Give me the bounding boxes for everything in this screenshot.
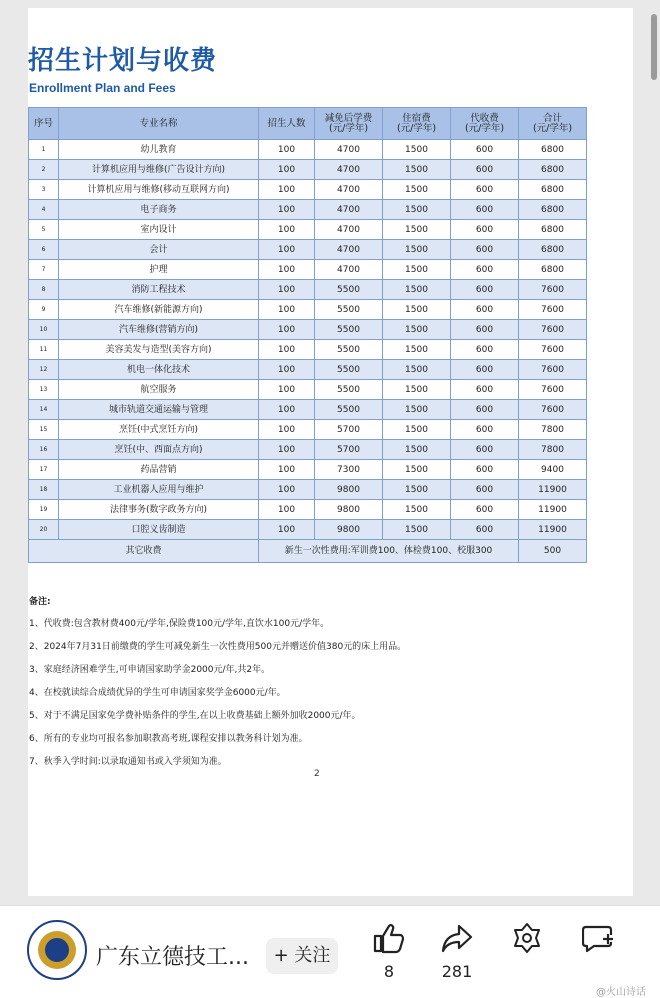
table-cell: 5500: [315, 300, 383, 320]
other-fees-description: 新生一次性费用:军训费100、体检费100、校服300: [259, 540, 519, 563]
table-cell: 电子商务: [59, 200, 259, 220]
table-cell: 4700: [315, 240, 383, 260]
table-cell: 600: [451, 480, 519, 500]
table-cell: 1500: [383, 300, 451, 320]
table-row: [29, 400, 587, 420]
table-cell: 100: [259, 400, 315, 420]
table-cell: 14: [29, 400, 59, 420]
table-cell: 4700: [315, 140, 383, 160]
table-cell: 9800: [315, 500, 383, 520]
table-cell: 1500: [383, 380, 451, 400]
table-cell: 17: [29, 460, 59, 480]
table-cell: 600: [451, 280, 519, 300]
table-cell: 7600: [519, 360, 587, 380]
table-cell: 机电一体化技术: [59, 360, 259, 380]
table-cell: 1500: [383, 420, 451, 440]
table-cell: 5500: [315, 380, 383, 400]
fee-table: [28, 107, 587, 563]
table-cell: 100: [259, 220, 315, 240]
table-cell: 计算机应用与维修(移动互联网方向): [59, 180, 259, 200]
note-item: 2、2024年7月31日前缴费的学生可减免新生一次性费用500元并赠送价值380元的床上用品。: [29, 642, 407, 652]
table-cell: 4700: [315, 180, 383, 200]
note-item: 3、家庭经济困难学生,可申请国家助学金2000元/年,共2年。: [29, 665, 271, 675]
table-cell: 1500: [383, 400, 451, 420]
table-cell: 5500: [315, 280, 383, 300]
table-cell: 4700: [315, 160, 383, 180]
table-cell: 5700: [315, 420, 383, 440]
table-cell: 11900: [519, 500, 587, 520]
table-cell: 7600: [519, 400, 587, 420]
table-cell: 100: [259, 500, 315, 520]
note-item: 7、秋季入学时间:以录取通知书或入学须知为准。: [29, 757, 227, 767]
table-cell: 9800: [315, 520, 383, 540]
table-cell: 7800: [519, 420, 587, 440]
table-cell: 600: [451, 240, 519, 260]
table-cell: 6: [29, 240, 59, 260]
notes-title: 备注:: [29, 597, 51, 607]
table-cell: 600: [451, 440, 519, 460]
table-cell: 600: [451, 320, 519, 340]
table-cell: 100: [259, 440, 315, 460]
table-cell: 烹饪(中、西面点方向): [59, 440, 259, 460]
table-row: [29, 380, 587, 400]
table-cell: 9: [29, 300, 59, 320]
table-cell: 100: [259, 280, 315, 300]
table-cell: 7600: [519, 340, 587, 360]
page-subtitle: Enrollment Plan and Fees: [29, 81, 176, 95]
table-cell: 6800: [519, 240, 587, 260]
table-row: [29, 320, 587, 340]
table-cell: 600: [451, 420, 519, 440]
comment-button[interactable]: [582, 922, 616, 954]
table-cell: 7600: [519, 300, 587, 320]
table-cell: 600: [451, 160, 519, 180]
table-cell: 幼儿教育: [59, 140, 259, 160]
table-cell: 600: [451, 380, 519, 400]
table-cell: 5700: [315, 440, 383, 460]
table-cell: 6800: [519, 160, 587, 180]
table-cell: 16: [29, 440, 59, 460]
table-cell: 11900: [519, 520, 587, 540]
table-cell: 9800: [315, 480, 383, 500]
table-row: [29, 200, 587, 220]
other-fees-row: [29, 540, 587, 563]
table-cell: 1500: [383, 360, 451, 380]
table-cell: 600: [451, 360, 519, 380]
table-cell: 口腔义齿制造: [59, 520, 259, 540]
table-cell: 15: [29, 420, 59, 440]
table-cell: 10: [29, 320, 59, 340]
table-row: [29, 280, 587, 300]
table-cell: 6800: [519, 140, 587, 160]
table-cell: 美容美发与造型(美容方向): [59, 340, 259, 360]
table-cell: 100: [259, 240, 315, 260]
table-cell: 100: [259, 320, 315, 340]
like-button[interactable]: [372, 922, 406, 981]
table-cell: 600: [451, 500, 519, 520]
table-row: [29, 180, 587, 200]
table-cell: 航空服务: [59, 380, 259, 400]
scrollbar[interactable]: [651, 14, 657, 80]
table-cell: 1500: [383, 480, 451, 500]
account-name[interactable]: 广东立德技工...: [96, 945, 249, 970]
table-cell: 1500: [383, 220, 451, 240]
table-cell: 600: [451, 200, 519, 220]
table-cell: 6800: [519, 180, 587, 200]
table-cell: 100: [259, 300, 315, 320]
table-row: [29, 480, 587, 500]
table-header-row: [29, 108, 587, 140]
table-cell: 5500: [315, 360, 383, 380]
page-number: 2: [314, 769, 320, 779]
table-cell: 7300: [315, 460, 383, 480]
table-cell: 600: [451, 460, 519, 480]
table-cell: 4700: [315, 260, 383, 280]
share-count: 281: [441, 962, 473, 981]
table-cell: 12: [29, 360, 59, 380]
table-body: [29, 140, 587, 540]
table-row: [29, 360, 587, 380]
table-cell: 6800: [519, 260, 587, 280]
table-cell: 100: [259, 480, 315, 500]
table-cell: 11900: [519, 480, 587, 500]
table-cell: 法律事务(数字政务方向): [59, 500, 259, 520]
table-cell: 600: [451, 220, 519, 240]
table-cell: 5500: [315, 340, 383, 360]
table-cell: 工业机器人应用与维护: [59, 480, 259, 500]
table-cell: 600: [451, 260, 519, 280]
table-cell: 600: [451, 340, 519, 360]
table-cell: 100: [259, 380, 315, 400]
table-row: [29, 240, 587, 260]
table-cell: 7600: [519, 380, 587, 400]
thumbs-up-icon: [372, 922, 406, 954]
table-cell: 100: [259, 260, 315, 280]
table-cell: 7: [29, 260, 59, 280]
note-item: 5、对于不满足国家免学费补贴条件的学生,在以上收费基础上额外加收2000元/年。: [29, 711, 361, 721]
table-header-cell: 减免后学费 (元/学年): [315, 108, 383, 140]
table-cell: 7600: [519, 280, 587, 300]
table-header-cell: 专业名称: [59, 108, 259, 140]
table-cell: 18: [29, 480, 59, 500]
table-cell: 2: [29, 160, 59, 180]
table-cell: 4700: [315, 220, 383, 240]
table-cell: 1500: [383, 140, 451, 160]
table-header-cell: 招生人数: [259, 108, 315, 140]
table-cell: 4: [29, 200, 59, 220]
table-cell: 100: [259, 140, 315, 160]
table-cell: 5500: [315, 400, 383, 420]
table-cell: 1500: [383, 520, 451, 540]
table-cell: 6800: [519, 200, 587, 220]
table-cell: 会计: [59, 240, 259, 260]
notes-section: [29, 596, 406, 779]
table-cell: 7600: [519, 320, 587, 340]
table-row: [29, 300, 587, 320]
table-cell: 1500: [383, 340, 451, 360]
table-cell: 3: [29, 180, 59, 200]
table-cell: 5500: [315, 320, 383, 340]
table-cell: 11: [29, 340, 59, 360]
table-header-cell: 合计 (元/学年): [519, 108, 587, 140]
logo-center: [45, 938, 69, 962]
table-cell: 100: [259, 460, 315, 480]
table-cell: 100: [259, 520, 315, 540]
other-fees-amount: 500: [519, 540, 587, 563]
table-cell: 600: [451, 140, 519, 160]
table-cell: 4700: [315, 200, 383, 220]
like-count: 8: [383, 962, 395, 981]
table-cell: 室内设计: [59, 220, 259, 240]
table-row: [29, 220, 587, 240]
comment-plus-icon: [582, 922, 616, 954]
table-row: [29, 420, 587, 440]
table-cell: 1500: [383, 180, 451, 200]
table-row: [29, 460, 587, 480]
table-cell: 600: [451, 520, 519, 540]
table-row: [29, 160, 587, 180]
table-cell: 100: [259, 160, 315, 180]
follow-button[interactable]: + 关注: [266, 938, 338, 974]
watermark: @火山诗话: [596, 987, 646, 998]
table-header-cell: 代收费 (元/学年): [451, 108, 519, 140]
other-fees-label: 其它收费: [29, 540, 259, 563]
table-cell: 100: [259, 200, 315, 220]
table-cell: 600: [451, 400, 519, 420]
table-cell: 1500: [383, 320, 451, 340]
table-cell: 1500: [383, 500, 451, 520]
table-cell: 1500: [383, 260, 451, 280]
table-cell: 7800: [519, 440, 587, 460]
note-item: 4、在校就读综合成绩优异的学生可申请国家奖学金6000元/年。: [29, 688, 286, 698]
table-cell: 6800: [519, 220, 587, 240]
table-cell: 100: [259, 420, 315, 440]
note-item: 1、代收费:包含教材费400元/学年,保险费100元/学年,直饮水100元/学年。: [29, 619, 330, 629]
table-cell: 19: [29, 500, 59, 520]
table-cell: 1500: [383, 440, 451, 460]
table-cell: 100: [259, 180, 315, 200]
table-cell: 13: [29, 380, 59, 400]
table-row: [29, 340, 587, 360]
table-cell: 5: [29, 220, 59, 240]
share-button[interactable]: [440, 922, 474, 981]
table-cell: 1500: [383, 240, 451, 260]
table-cell: 1500: [383, 280, 451, 300]
table-cell: 汽车维修(新能源方向): [59, 300, 259, 320]
table-cell: 汽车维修(营销方向): [59, 320, 259, 340]
page-title: 招生计划与收费: [28, 46, 218, 76]
table-cell: 计算机应用与维修(广告设计方向): [59, 160, 259, 180]
table-cell: 1: [29, 140, 59, 160]
table-header-cell: 序号: [29, 108, 59, 140]
table-cell: 100: [259, 360, 315, 380]
table-row: [29, 260, 587, 280]
table-cell: 8: [29, 280, 59, 300]
gem-icon: [510, 922, 544, 954]
table-cell: 600: [451, 300, 519, 320]
table-cell: 9400: [519, 460, 587, 480]
table-cell: 1500: [383, 460, 451, 480]
table-cell: 烹饪(中式烹饪方向): [59, 420, 259, 440]
table-cell: 1500: [383, 160, 451, 180]
table-cell: 城市轨道交通运输与管理: [59, 400, 259, 420]
table-header-cell: 住宿费 (元/学年): [383, 108, 451, 140]
collect-button[interactable]: [510, 922, 544, 954]
school-logo[interactable]: [27, 920, 87, 980]
table-cell: 20: [29, 520, 59, 540]
table-cell: 100: [259, 340, 315, 360]
table-row: [29, 520, 587, 540]
table-cell: 1500: [383, 200, 451, 220]
table-cell: 药品营销: [59, 460, 259, 480]
table-row: [29, 140, 587, 160]
table-cell: 600: [451, 180, 519, 200]
table-cell: 消防工程技术: [59, 280, 259, 300]
table-row: [29, 500, 587, 520]
note-item: 6、所有的专业均可报名参加职教高考班,课程安排以教务科计划为准。: [29, 734, 308, 744]
table-cell: 护理: [59, 260, 259, 280]
table-row: [29, 440, 587, 460]
share-icon: [440, 922, 474, 954]
